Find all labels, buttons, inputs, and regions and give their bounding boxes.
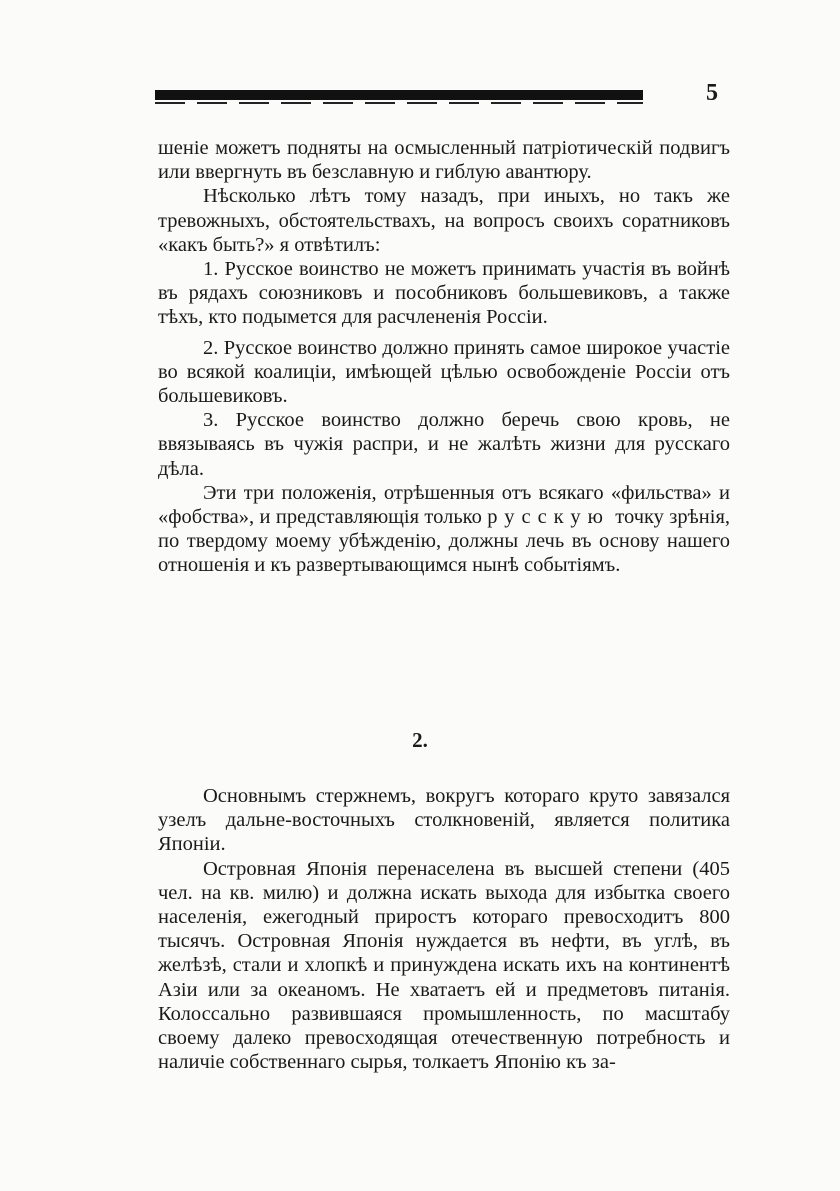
section-1-text (158, 136, 730, 578)
paragraph-context: Нѣсколько лѣтъ тому назадъ, при иныхъ, но такъ же тревожныхъ, обстоятельствахъ, на вопросъ своихъ соратниковъ «какъ быть?» я отвѣтилъ: (158, 185, 730, 256)
paragraph-intro: шеніе можетъ подняты на осмысленный патріотическій подвигъ или ввергнуть въ безславную и гиблую авантюру. (158, 137, 730, 184)
section-2-heading: 2. (412, 728, 428, 752)
conclusion-text-b: точку зрѣнія, по твердому моему убѣжденію, должны лечь въ основу нашего отношенія и къ развертывающимся нынѣ событіямъ. (158, 506, 730, 577)
page-number: 5 (706, 80, 718, 106)
header-rule (155, 90, 643, 100)
section-2-text (158, 784, 730, 1074)
header-rule-underline (155, 102, 643, 104)
paragraph-point-1: 1. Русское воинство не можетъ принимать участія въ войнѣ въ рядахъ союзниковъ и пособниковъ большевиковъ, а также тѣхъ, кто подымется для расчлененія Россіи. (158, 258, 730, 329)
paragraph-conclusion (158, 481, 730, 578)
paragraph-point-3: 3. Русское воинство должно беречь свою кровь, не ввязываясь въ чужія распри, и не жалѣть жизни для русскаго дѣла. (158, 409, 730, 480)
paragraph-core: Основнымъ стержнемъ, вокругъ котораго круто завязался узелъ дальне-восточныхъ столкновеній, является политика Японіи. (158, 785, 730, 856)
paragraph-japan: Островная Японія перенаселена въ высшей степени (405 чел. на кв. милю) и должна искать выхода для избытка своего населенія, ежегодный приростъ котораго превосходитъ 800 тысячъ. Островная Японія нуждается въ нефти, въ углѣ, въ желѣзѣ, стали и хлопкѣ и принуждена искать ихъ на континентѣ Азіи или за океаномъ. Не хватаетъ ей и предметовъ питанія. Колоссально развившаяся промышленность, по масштабу своему далеко превосходящая отечественную потребность и наличіе собственнаго сырья, толкаетъ Японію къ за- (158, 857, 730, 1074)
paragraph-point-2: 2. Русское воинство должно принять самое широкое участіе во всякой коалиціи, имѣющей цѣлью освобожденіе Россіи отъ большевиковъ. (158, 336, 730, 408)
conclusion-text-a: Эти три положенія, отрѣшенныя отъ всякаго «фильства» и «фобства», и представляющія только (158, 481, 730, 529)
conclusion-emphasis: русскую (487, 506, 610, 529)
